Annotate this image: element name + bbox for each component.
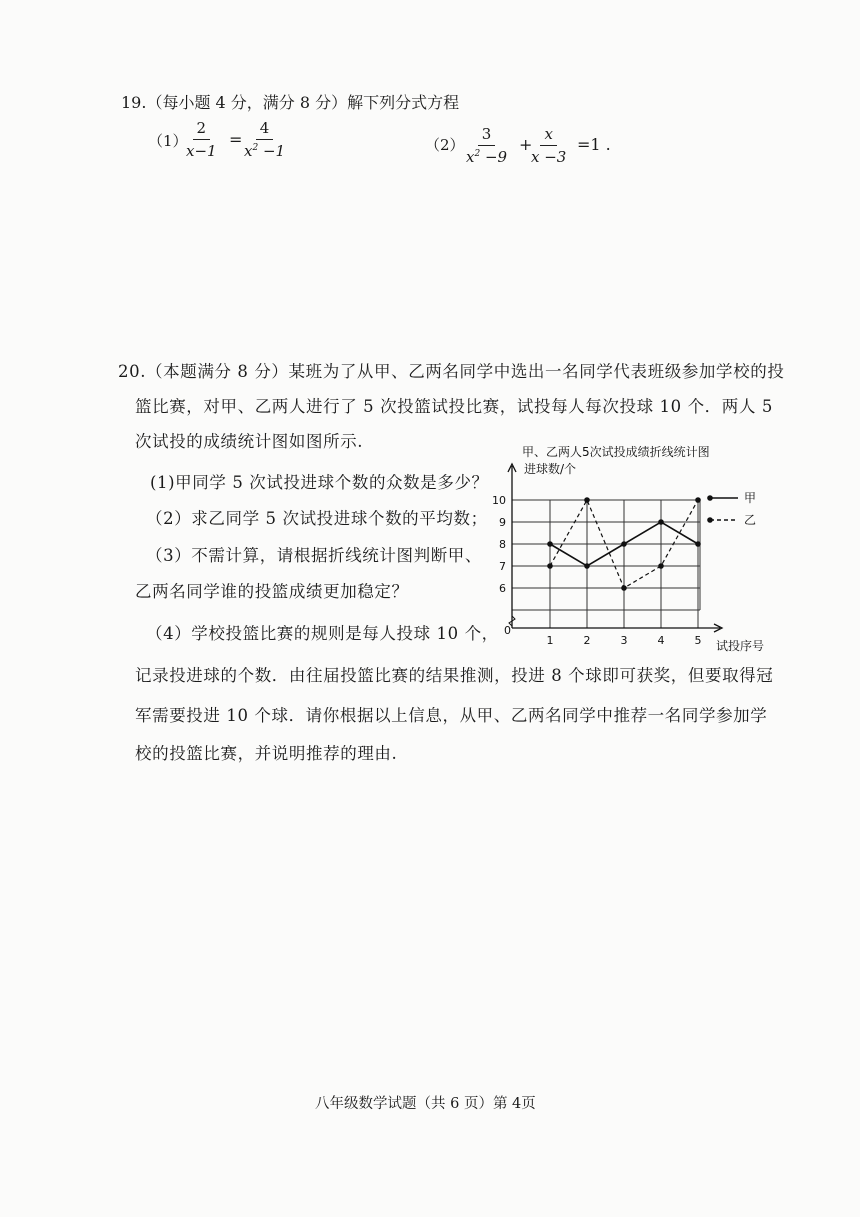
equals-sign: = [229,130,243,149]
fraction-denominator: x−1 [186,142,217,160]
q20-subquestion-3-line-2: 乙两名同学谁的投篮成绩更加稳定？ [135,582,409,601]
data-point [695,497,701,503]
legend-label: 乙 [744,513,757,527]
data-point [658,519,664,525]
y-tick-label: 6 [499,582,506,595]
q20-subquestion-1: (1)甲同学 5 次试投进球个数的众数是多少？ [150,473,489,492]
origin-label: 0 [504,624,511,637]
q19-part1-left-fraction [186,119,217,160]
q20-subquestion-4-line-2: 记录投进球的个数．由往届投篮比赛的结果推测，投进 8 个球即可获奖，但要取得冠 [135,666,774,685]
y-tick-label: 8 [499,538,506,551]
q20-subquestion-4-line-4: 校的投篮比赛，并说明推荐的理由. [135,744,398,763]
chart-axes [492,464,722,647]
fraction-numerator: 2 [193,119,211,140]
y-tick-label: 7 [499,560,506,573]
x-tick-label: 1 [546,634,554,647]
q19-part2-label: （2） [425,136,465,154]
equation-right-side: =1 . [577,135,611,154]
legend-label: 甲 [744,491,757,505]
fraction-numerator: x [540,125,556,146]
fraction-numerator: 4 [256,119,274,140]
fraction-numerator: 3 [478,125,496,146]
plus-sign: + [519,135,533,154]
fraction-denominator: $x^2 -9$ [466,148,508,166]
q20-subquestion-4-line-3: 军需要投进 10 个球．请你根据以上信息，从甲、乙两名同学中推荐一名同学参加学 [135,706,768,725]
y-tick-label: 10 [492,494,506,507]
x-tick-label: 3 [620,634,628,647]
y-axis-label: 进球数/个 [524,462,577,476]
x-tick-label: 5 [694,634,702,647]
q20-line-1: 20.（本题满分 8 分）某班为了从甲、乙两名同学中选出一名同学代表班级参加学校的投 [118,362,785,381]
q20-subquestion-2: （2）求乙同学 5 次试投进球个数的平均数； [146,509,488,528]
q19-part1-label: （1） [148,132,188,150]
data-point [584,563,590,569]
y-tick-label: 9 [499,516,506,529]
q19-part1-right-fraction [244,119,285,160]
x-tick-label: 4 [657,634,665,647]
x-tick-label: 2 [583,634,591,647]
q20-line-3: 次试投的成绩统计图如图所示. [135,432,364,451]
data-point [658,563,664,569]
x-axis-label: 试投序号 [716,639,765,652]
chart-legend [707,491,756,527]
q19-part2-first-fraction [466,125,507,166]
q19-title: 19.（每小题 4 分，满分 8 分）解下列分式方程 [121,93,460,112]
fraction-denominator: $x^2 -1$ [244,142,286,160]
q20-line-2: 篮比赛，对甲、乙两人进行了 5 次投篮试投比赛，试投每人每次投球 10 个．两人 5 [135,397,773,416]
q19-part2-second-fraction [531,125,566,166]
data-point [547,563,553,569]
q20-subquestion-3-line-1: （3）不需计算，请根据折线统计图判断甲、 [146,546,482,565]
data-point [584,497,590,503]
q20-subquestion-4-line-1: （4）学校投篮比赛的规则是每人投球 10 个， [146,624,499,643]
data-point [695,541,701,547]
data-point [547,541,553,547]
chart-grid [512,500,700,628]
chart-title: 甲、乙两人5次试投成绩折线统计图 [522,445,710,459]
line-chart [490,442,790,652]
data-point [621,541,627,547]
fraction-denominator: x −3 [531,148,567,166]
data-point [621,585,627,591]
page-footer: 八年级数学试题（共 6 页）第 4页 [315,1096,536,1112]
